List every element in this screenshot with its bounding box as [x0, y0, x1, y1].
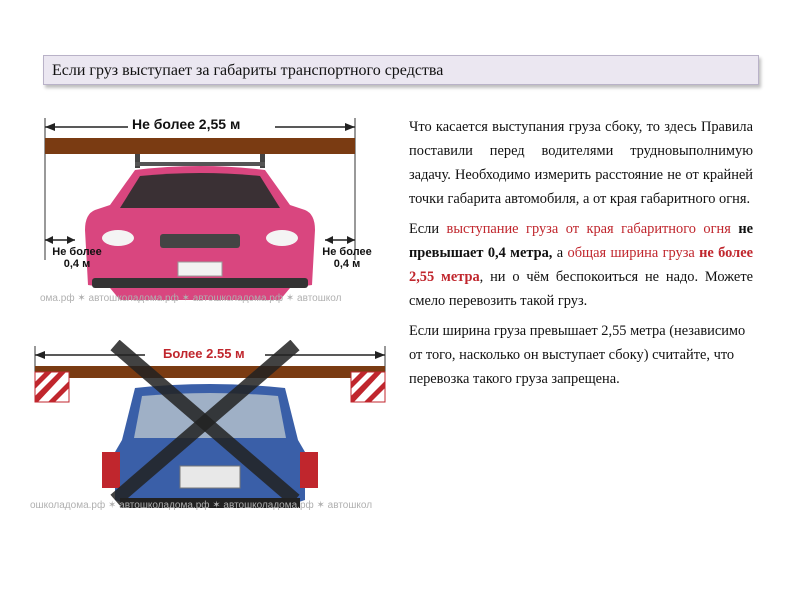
arrow-left-small-icon [45, 236, 53, 244]
allowed-cargo-illustration [40, 110, 395, 310]
warning-board-left [35, 372, 69, 402]
paragraph-forbidden-rule: Если ширина груза превышает 2,55 метра (независимо от того, насколько он выступает сбоку) считайте, что перевозка такого груза запрещена. [409, 323, 746, 387]
right-overhang-label-line2: 0,4 м [333, 258, 361, 270]
rule-part-7: , ни о чём беспокоиться не надо. Можете смело перевозить такой груз. [409, 269, 753, 309]
rule-part-1: Если [409, 221, 447, 237]
cargo-plank [45, 138, 355, 154]
headlight-right [266, 230, 298, 246]
rule-part-3: не превышает 0,4 метра, [409, 221, 753, 261]
arrow-right-icon [345, 123, 355, 131]
watermark-2: ошколадома.рф ✶ автошколадома.рф ✶ автошколадома.рф ✶ автошкол [30, 500, 373, 511]
right-overhang-label [312, 246, 382, 270]
rule-part-6: не более 2,55 метра [409, 245, 754, 285]
rule-part-5: общая ширина груза [567, 245, 695, 261]
paragraph-side-overhang: Что касается выступания груза сбоку, то здесь Правила поставили перед водителями трудновыполнимую задачу. Необходимо измерить расстояние не от крайней точки габарита автомобиля, а от края габаритного огня. [409, 119, 753, 207]
title-bar [43, 55, 759, 85]
arrow-left-icon [45, 123, 55, 131]
forbidden-width-label: Более 2.55 м [160, 346, 248, 361]
cargo-plank-wide [35, 366, 385, 378]
taillight-left [102, 452, 120, 488]
figure-forbidden-cargo [30, 340, 395, 515]
grille [160, 234, 240, 248]
headlight-left [102, 230, 134, 246]
text-column [409, 115, 753, 397]
left-overhang-label [42, 246, 112, 270]
taillight-right [300, 452, 318, 488]
arrow-left-icon [35, 351, 45, 359]
arrow-right-icon [375, 351, 385, 359]
right-overhang-label-line1: Не более [322, 246, 372, 258]
paragraph-allowed-rule [409, 217, 753, 313]
arrow-right-small-icon [67, 236, 75, 244]
left-overhang-label-line2: 0,4 м [63, 258, 91, 270]
figure-allowed-cargo [40, 110, 395, 310]
rule-part-2: выступание груза от края габаритного огня [446, 221, 731, 237]
rear-license-plate [180, 466, 240, 488]
forbidden-cargo-illustration [30, 340, 395, 515]
left-overhang-label-line1: Не более [52, 246, 102, 258]
watermark-1: ома.рф ✶ автошколадома.рф ✶ автошколадома.рф ✶ автошкол [40, 293, 342, 304]
page-title: Если груз выступает за габариты транспортного средства [52, 62, 444, 79]
license-plate [178, 262, 222, 276]
windshield [120, 173, 280, 208]
allowed-width-label: Не более 2,55 м [132, 116, 241, 132]
rule-part-4: а [552, 245, 568, 261]
warning-board-right [351, 372, 385, 402]
